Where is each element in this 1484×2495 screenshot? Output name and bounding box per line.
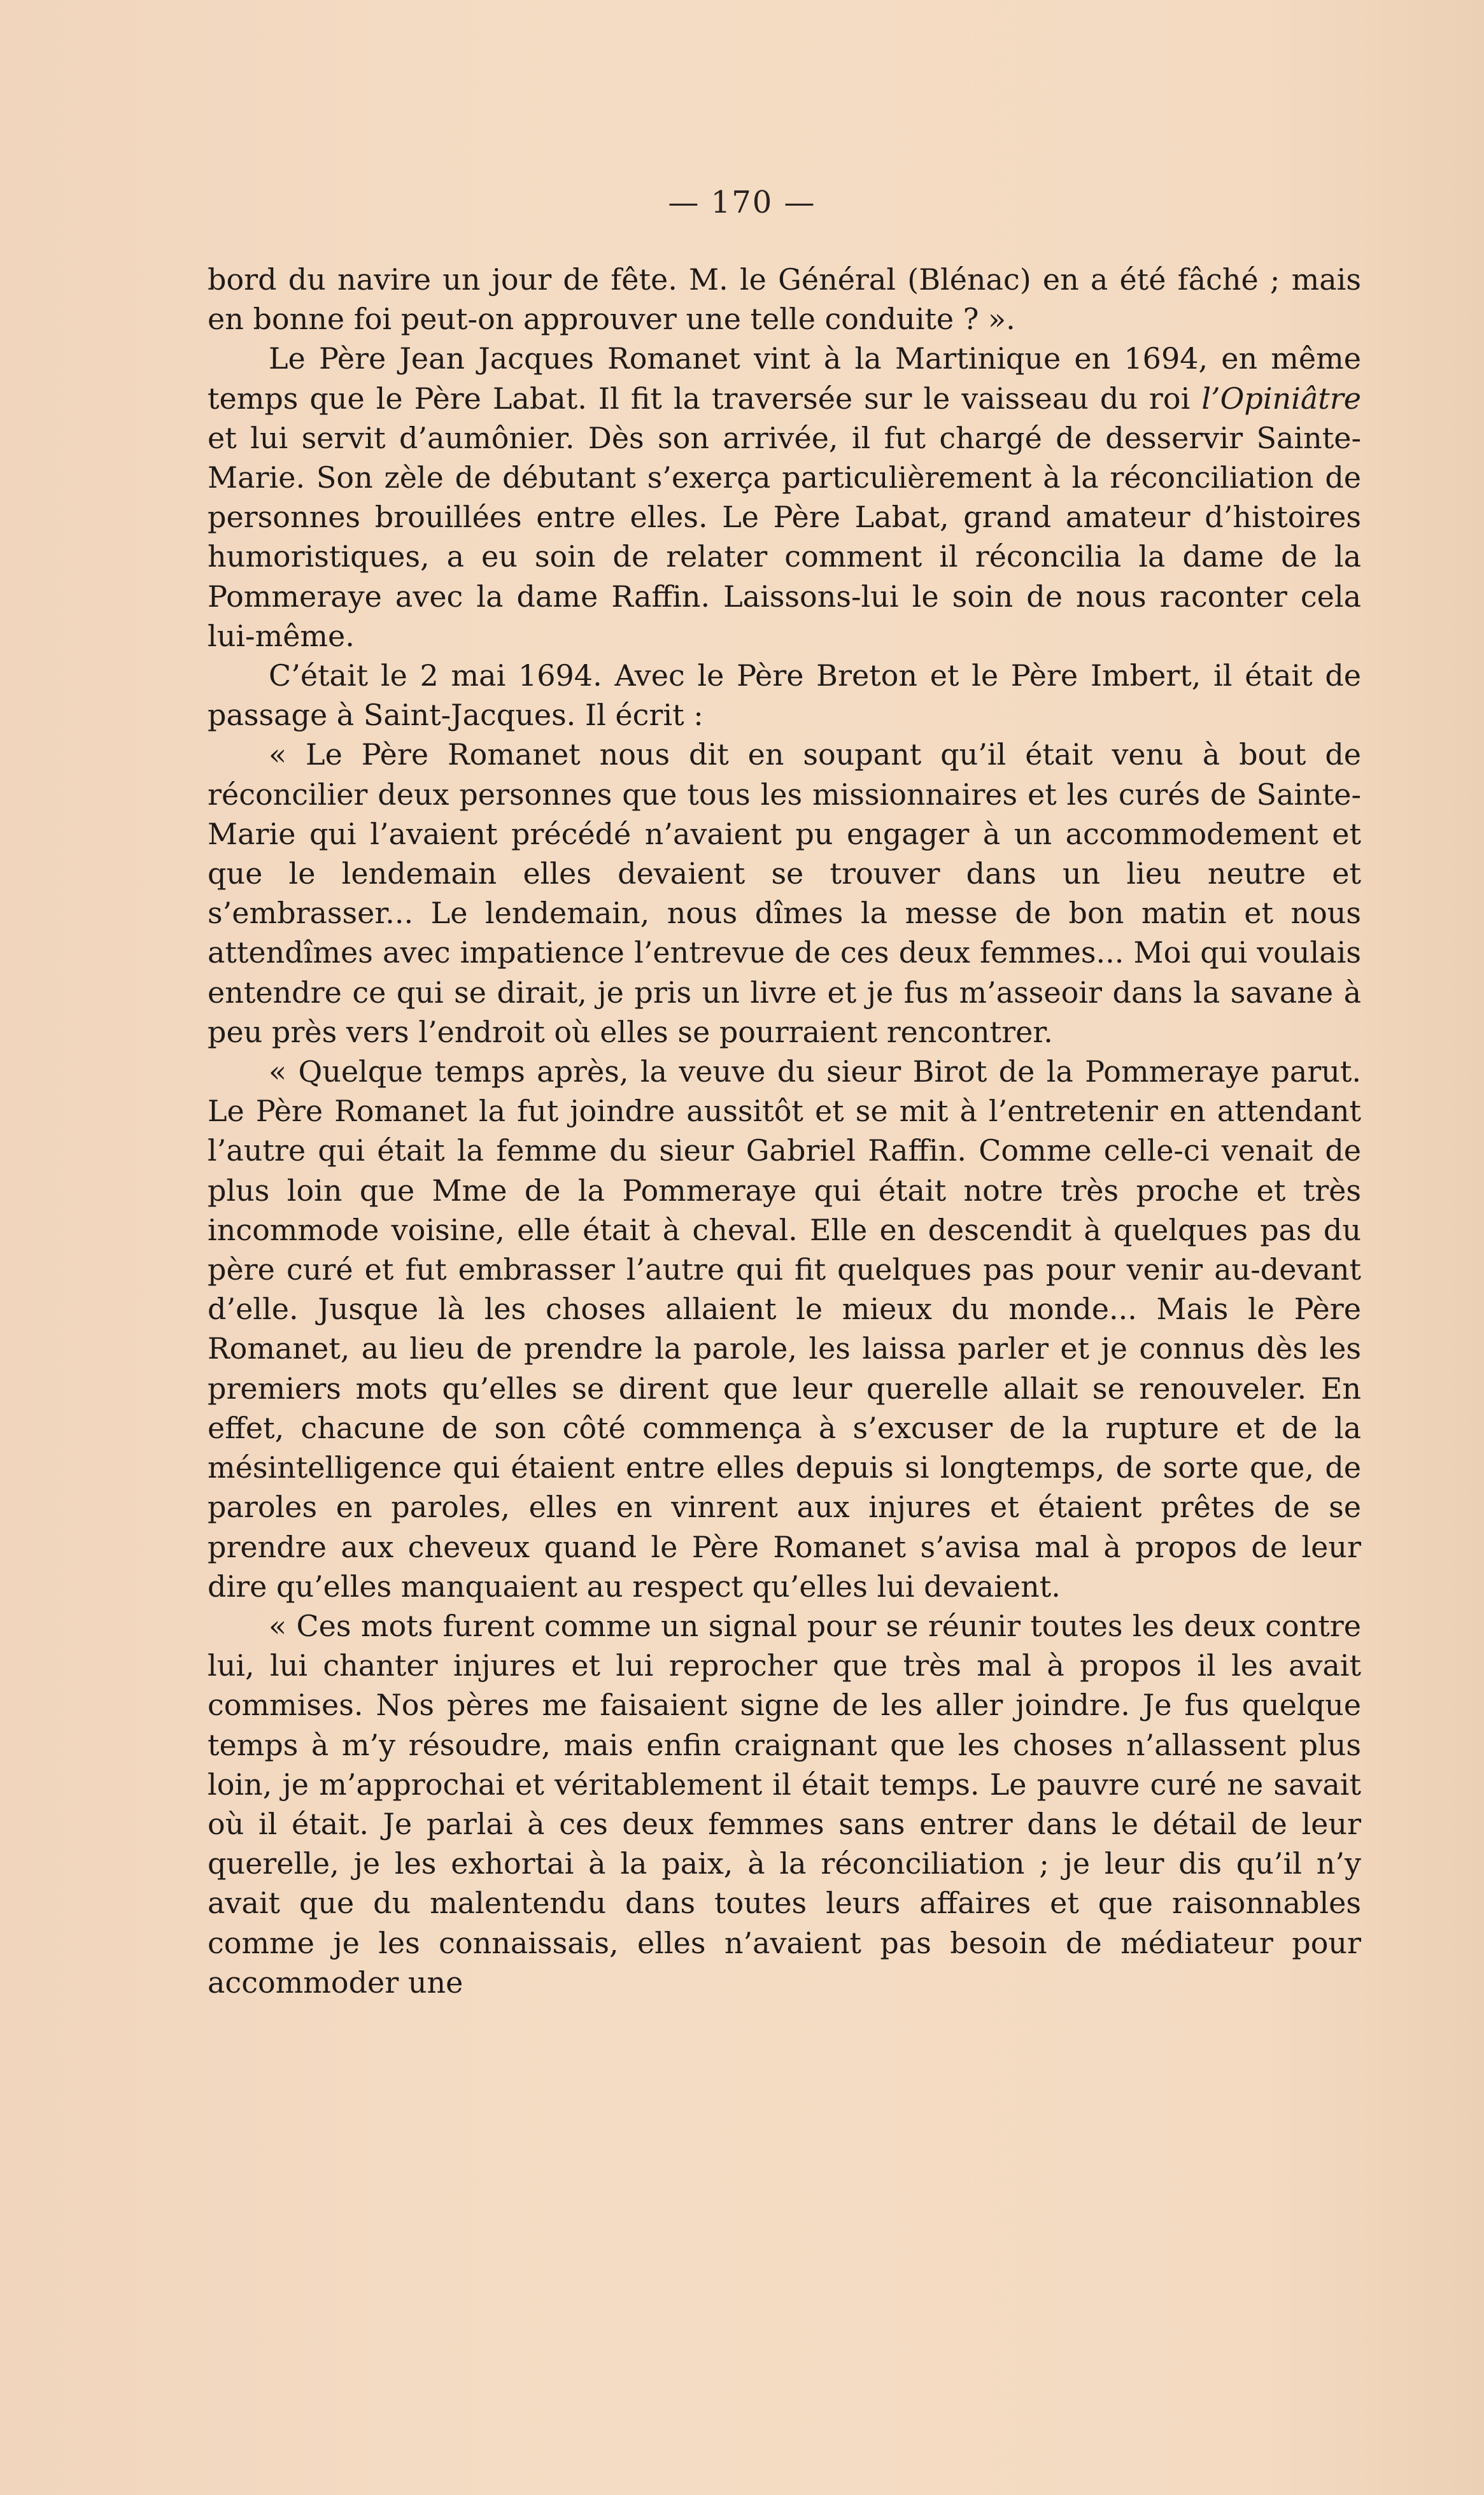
paragraph-0: bord du navire un jour de fête. M. le Général (Blénac) en a été fâché ; mais en bonne foi peut-on approuver une telle conduite ? ».	[208, 262, 1361, 337]
paragraph-5: « Ces mots furent comme un signal pour se réunir toutes les deux contre lui, lui chanter injures et lui reprocher que très mal à propos il les avait commises. Nos pères me faisaient signe de les aller joindre. Je fus quelque temps à m’y résoudre, mais enfin craignant que les choses n’allassent plus loin, je m’approchai et véritablement il était temps. Le pauvre curé ne savait où il était. Je parlai à ces deux femmes sans entrer dans le détail de leur querelle, je les exhortai à la paix, à la réconciliation ; je leur dis qu’il n’y avait que du malentendu dans toutes leurs affaires et que raisonnables comme je les connaissais, elles n’avaient pas besoin de médiateur pour accommoder une	[208, 1608, 1361, 2000]
paragraph-3: « Le Père Romanet nous dit en soupant qu’il était venu à bout de réconcilier deux personnes que tous les missionnaires et les curés de Sainte-Marie qui l’avaient précédé n’avaient pu engager à un accommodement et que le lendemain elles devaient se trouver dans un lieu neutre et s’embrasser... Le lendemain, nous dîmes la messe de bon matin et nous attendîmes avec impatience l’entrevue de ces deux femmes... Moi qui voulais entendre ce qui se dirait, je pris un livre et je fus m’asseoir dans la savane à peu près vers l’endroit où elles se pourraient rencontrer.	[208, 737, 1361, 1049]
paragraph-2: C’était le 2 mai 1694. Avec le Père Breton et le Père Imbert, il était de passage à Saint-Jacques. Il écrit :	[208, 658, 1361, 733]
body-text	[208, 260, 1361, 2002]
paragraph-4: « Quelque temps après, la veuve du sieur Birot de la Pommeraye parut. Le Père Romanet la fut joindre aussitôt et se mit à l’entretenir en attendant l’autre qui était la femme du sieur Gabriel Raffin. Comme celle-ci venait de plus loin que Mme de la Pommeraye qui était notre très proche et très incommode voisine, elle était à cheval. Elle en descendit à quelques pas du père curé et fut embrasser l’autre qui fit quelques pas pour venir au-devant d’elle. Jusque là les choses allaient le mieux du monde... Mais le Père Romanet, au lieu de prendre la parole, les laissa parler et je connus dès les premiers mots qu’elles se dirent que leur querelle allait se renouveler. En effet, chacune de son côté commença à s’excuser de la rupture et de la mésintelligence qui étaient entre elles depuis si longtemps, de sorte que, de paroles en paroles, elles en vinrent aux injures et étaient prêtes de se prendre aux cheveux quand le Père Romanet s’avisa mal à propos de leur dire qu’elles manquaient au respect qu’elles lui devaient.	[208, 1054, 1361, 1604]
paragraph-1-part-b: et lui servit d’aumônier. Dès son arrivée, il fut chargé de desservir Sainte-Marie. Son zèle de débutant s’exerça particulièrement à la réconciliation de personnes brouillées entre elles. Le Père Labat, grand amateur d’histoires humoristiques, a eu soin de relater comment il réconcilia la dame de la Pommeraye avec la dame Raffin. Laissons-lui le soin de nous raconter cela lui-même.	[208, 420, 1361, 653]
paragraph-1-part-a: Le Père Jean Jacques Romanet vint à la Martinique en 1694, en même temps que le Père Labat. Il fit la traversée sur le vaisseau du roi	[208, 341, 1361, 416]
paragraph-1	[208, 339, 1361, 656]
page-number: — 170 —	[668, 185, 816, 220]
ship-name: l’Opiniâtre	[1201, 381, 1361, 416]
